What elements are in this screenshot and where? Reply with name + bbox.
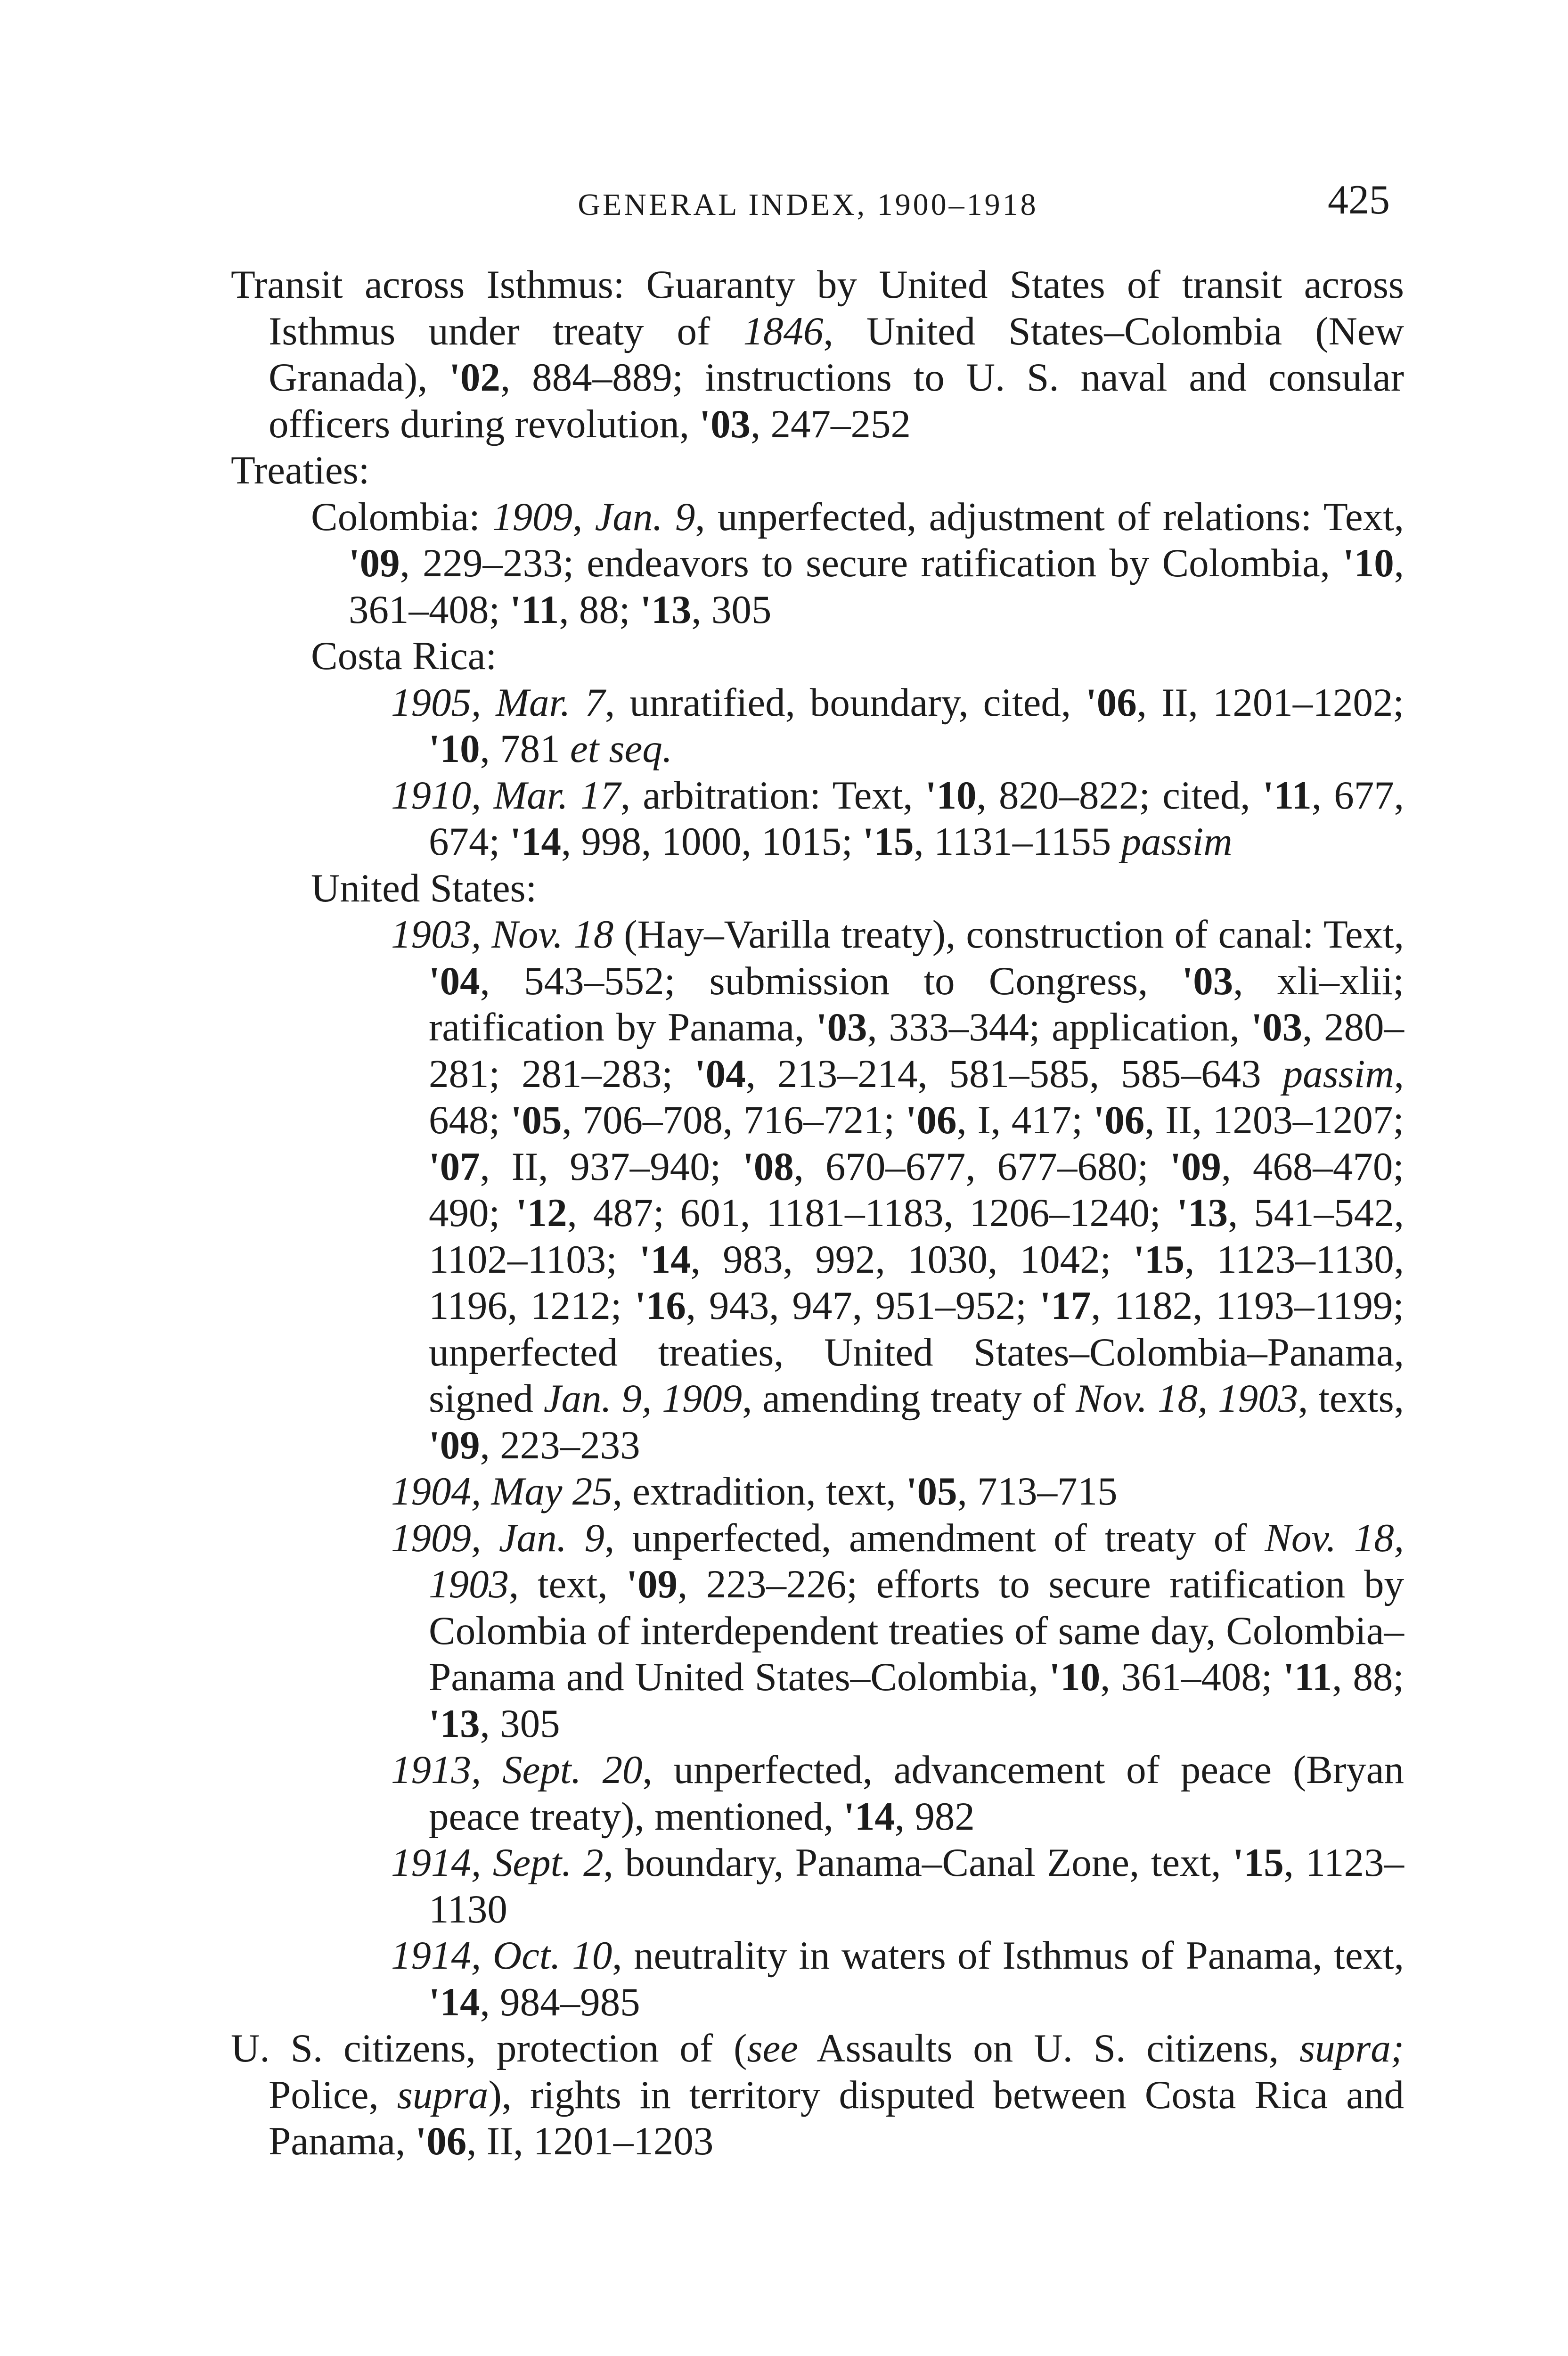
year-reference: '03 — [1182, 958, 1233, 1003]
entry-text: , United States–Colombia (New Granada), — [269, 309, 1404, 400]
italic-text: 1904, May 25 — [391, 1469, 612, 1513]
year-reference: '14 — [843, 1794, 895, 1839]
index-subsubentry-costa-rica-1905 — [231, 679, 1404, 772]
entry-text: , boundary, Panama–Canal Zone, text, — [603, 1841, 1233, 1885]
year-reference: '09 — [1170, 1144, 1221, 1189]
entry-text: Transit across Isthmus: Guaranty by United States of transit across Isthmus under treaty of — [231, 262, 1404, 353]
entry-text: ), rights in territory disputed between Costa Rica and Panama, — [269, 2072, 1404, 2163]
index-body — [231, 262, 1404, 2165]
entry-text: , 213–214, 581–585, 585–643 — [745, 1051, 1283, 1096]
entry-text: , II, 937–940; — [480, 1144, 743, 1189]
italic-text: Jan. 9, 1909 — [543, 1376, 743, 1421]
entry-text: , 247–252 — [750, 401, 911, 446]
year-reference: '13 — [429, 1701, 480, 1746]
year-reference: '06 — [415, 2119, 467, 2163]
entry-text: , 1123–1130 — [429, 1841, 1404, 1931]
page-number: 425 — [1328, 177, 1390, 223]
year-reference: '06 — [1093, 1098, 1145, 1142]
entry-text: , 982 — [894, 1794, 975, 1839]
year-reference: '13 — [1176, 1191, 1228, 1235]
italic-text: 1905, Mar. 7 — [391, 680, 605, 725]
entry-text: , text, — [509, 1562, 627, 1606]
year-reference: '11 — [1283, 1655, 1332, 1699]
year-reference: '17 — [1039, 1284, 1091, 1328]
entry-text: , 713–715 — [957, 1469, 1118, 1513]
year-reference: '09 — [349, 541, 400, 585]
entry-text: Assaults on U. S. citizens, — [798, 2026, 1300, 2070]
entry-text: , 984–985 — [480, 1980, 640, 2024]
entry-text: , texts, — [1298, 1376, 1404, 1421]
entry-text: , unratified, boundary, cited, — [604, 680, 1086, 725]
entry-text: , 305 — [691, 587, 772, 632]
index-subsubentry-us-1909 — [231, 1515, 1404, 1747]
entry-text: , 670–677, 677–680; — [793, 1144, 1170, 1189]
italic-text: 1846 — [743, 309, 824, 353]
index-subentry-costa-rica — [231, 633, 1404, 679]
entry-text: , extradition, text, — [612, 1469, 906, 1513]
entry-text: , 706–708, 716–721; — [562, 1098, 906, 1142]
index-subsubentry-us-1913 — [231, 1747, 1404, 1840]
entry-text: , unperfected, amendment of treaty of — [604, 1515, 1265, 1560]
year-reference: '11 — [510, 587, 559, 632]
entry-text: , 648; — [429, 1051, 1405, 1142]
entry-text: , II, 1203–1207; — [1144, 1098, 1405, 1142]
entry-text: , 223–226; efforts to secure ratification by Colombia of interdependent treaties of same day, Colombia–Panama and United States–Colombia, — [429, 1562, 1404, 1699]
year-reference: '03 — [699, 401, 751, 446]
running-head — [226, 177, 1390, 243]
year-reference: '16 — [635, 1284, 686, 1328]
year-reference: '03 — [1251, 1005, 1303, 1049]
italic-text: 1914, Oct. 10 — [391, 1933, 612, 1978]
entry-text: , II, 1201–1202; — [1136, 680, 1404, 725]
index-entry-transit-across-isthmus — [231, 262, 1404, 447]
entry-text: , 88; — [559, 587, 640, 632]
entry-text: Colombia: — [311, 494, 493, 539]
year-reference: '10 — [1049, 1655, 1101, 1699]
year-reference: '04 — [429, 958, 480, 1003]
italic-text: Nov. 18, 1903 — [429, 1515, 1404, 1606]
year-reference: '14 — [510, 819, 561, 864]
italic-text: passim — [1121, 819, 1233, 864]
year-reference: '05 — [906, 1469, 957, 1513]
index-subsubentry-us-1903 — [231, 911, 1404, 1468]
entry-text: , 305 — [480, 1701, 560, 1746]
entry-text: , 280–281; 281–283; — [429, 1005, 1404, 1096]
italic-text: supra — [397, 2072, 489, 2117]
entry-text: , 361–408; — [1100, 1655, 1283, 1699]
year-reference: '07 — [429, 1144, 480, 1189]
year-reference: '14 — [429, 1980, 480, 2024]
entry-text: , 677, 674; — [429, 773, 1405, 864]
italic-text: 1914, Sept. 2 — [391, 1841, 604, 1885]
entry-text: , 1123–1130, 1196, 1212; — [429, 1237, 1404, 1328]
entry-text: (Hay–Varilla treaty), construction of canal: Text, — [613, 912, 1404, 957]
index-subsubentry-us-1914-oct — [231, 1932, 1404, 2025]
entry-text: , 1131–1155 — [914, 819, 1121, 864]
year-reference: '06 — [905, 1098, 957, 1142]
entry-text: , 943, 947, 951–952; — [686, 1284, 1040, 1328]
year-reference: '08 — [743, 1144, 794, 1189]
year-reference: '10 — [429, 727, 480, 771]
italic-text: see — [747, 2026, 798, 2070]
italic-text: 1909, Jan. 9 — [391, 1515, 605, 1560]
index-subentry-colombia — [231, 494, 1404, 633]
year-reference: '15 — [1233, 1841, 1284, 1885]
year-reference: '02 — [449, 355, 500, 400]
italic-text: supra; — [1299, 2026, 1404, 2070]
entry-text: , 223–233 — [480, 1423, 640, 1467]
index-entry-us-citizens — [231, 2025, 1404, 2165]
running-title: GENERAL INDEX, 1900–1918 — [578, 188, 1038, 222]
entry-text: , neutrality in waters of Isthmus of Panama, text, — [612, 1933, 1404, 1978]
year-reference: '15 — [1133, 1237, 1185, 1282]
year-reference: '10 — [1343, 541, 1394, 585]
entry-text: , 333–344; application, — [867, 1005, 1251, 1049]
entry-text: , xli–xlii; ratification by Panama, — [429, 958, 1404, 1049]
italic-text: passim — [1282, 1051, 1394, 1096]
index-subentry-united-states — [231, 865, 1404, 912]
entry-text: , unperfected, advancement of peace (Bryan peace treaty), mentioned, — [429, 1748, 1404, 1839]
entry-text: , II, 1201–1203 — [466, 2119, 714, 2163]
entry-text: Costa Rica: — [311, 634, 497, 678]
italic-text: 1909, Jan. 9 — [492, 494, 695, 539]
entry-text: Treaties: — [231, 448, 370, 492]
entry-text: , 1182, 1193–1199; unperfected treaties, United States–Colombia–Panama, signed — [429, 1284, 1404, 1421]
entry-text: , amending treaty of — [742, 1376, 1076, 1421]
index-subsubentry-costa-rica-1910 — [231, 772, 1404, 865]
year-reference: '04 — [694, 1051, 746, 1096]
entry-text: , 983, 992, 1030, 1042; — [690, 1237, 1134, 1282]
entry-text: , 884–889; instructions to U. S. naval and consular officers during revolution, — [269, 355, 1404, 446]
year-reference: '10 — [925, 773, 977, 818]
year-reference: '06 — [1086, 680, 1137, 725]
entry-text: , I, 417; — [956, 1098, 1094, 1142]
entry-text: U. S. citizens, protection of ( — [231, 2026, 747, 2070]
entry-text: , 88; — [1332, 1655, 1404, 1699]
entry-text: , 487; 601, 1181–1183, 1206–1240; — [567, 1191, 1177, 1235]
italic-text: 1913, Sept. 20 — [391, 1748, 643, 1792]
entry-text: , 998, 1000, 1015; — [561, 819, 863, 864]
entry-text: , 541–542, 1102–1103; — [429, 1191, 1404, 1282]
italic-text: Nov. 18, 1903 — [1076, 1376, 1298, 1421]
entry-text: , unperfected, adjustment of relations: Text, — [695, 494, 1405, 539]
year-reference: '15 — [862, 819, 914, 864]
year-reference: '03 — [816, 1005, 867, 1049]
entry-text: Police, — [269, 2072, 397, 2117]
entry-text: , 468–470; 490; — [429, 1144, 1404, 1235]
entry-text: United States: — [311, 866, 537, 910]
year-reference: '09 — [626, 1562, 678, 1606]
year-reference: '11 — [1262, 773, 1312, 818]
year-reference: '14 — [639, 1237, 691, 1282]
entry-text: , 820–822; cited, — [976, 773, 1263, 818]
italic-text: 1903, Nov. 18 — [391, 912, 614, 957]
italic-text: et seq. — [570, 727, 673, 771]
entry-text: , 361–408; — [349, 541, 1404, 632]
entry-text: , arbitration: Text, — [620, 773, 925, 818]
index-entry-treaties — [231, 447, 1404, 494]
index-subsubentry-us-1904 — [231, 1468, 1404, 1515]
year-reference: '09 — [429, 1423, 480, 1467]
year-reference: '05 — [510, 1098, 562, 1142]
year-reference: '13 — [640, 587, 692, 632]
entry-text: , 229–233; endeavors to secure ratification by Colombia, — [400, 541, 1343, 585]
entry-text: , 543–552; submission to Congress, — [480, 958, 1182, 1003]
year-reference: '12 — [515, 1191, 567, 1235]
entry-text: , 781 — [480, 727, 570, 771]
index-subsubentry-us-1914-sept — [231, 1840, 1404, 1932]
italic-text: 1910, Mar. 17 — [391, 773, 621, 818]
